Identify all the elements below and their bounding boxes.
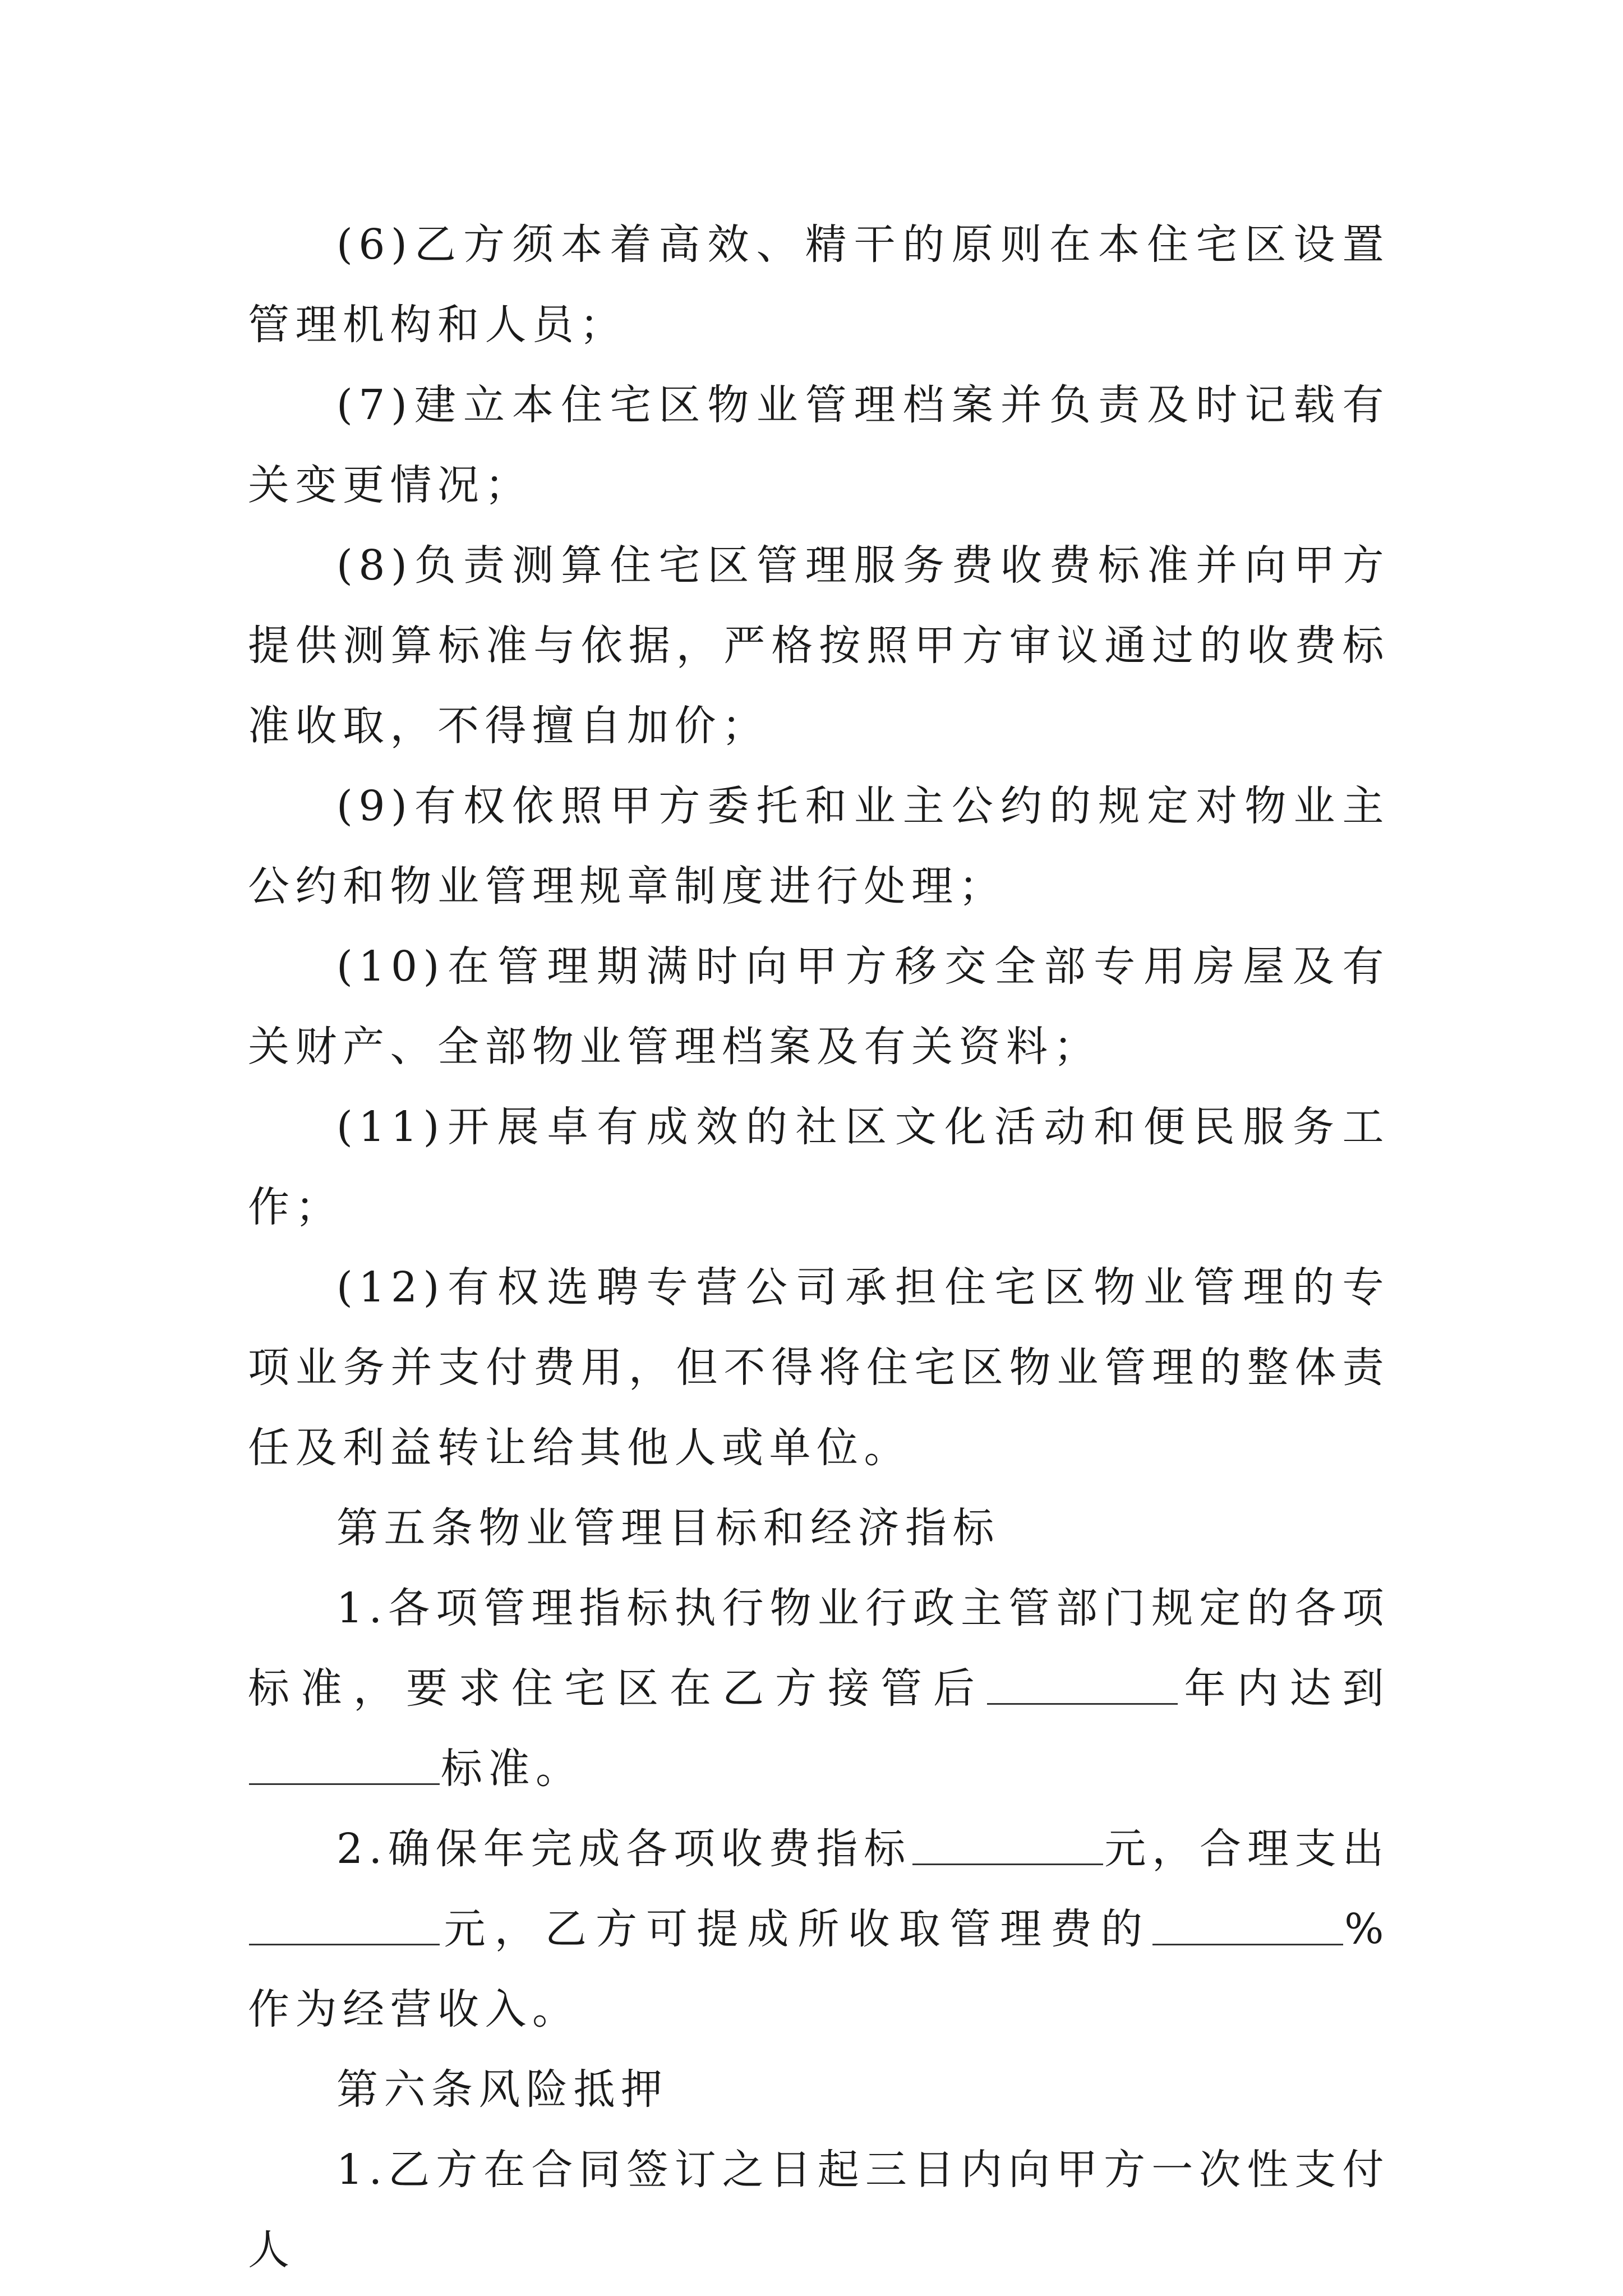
document-page: [248, 205, 1390, 2290]
clause-12: (12)有权选聘专营公司承担住宅区物业管理的专项业务并支付费用，但不得将住宅区物业管理的整体责任及利益转让给其他人或单位。: [248, 1263, 1390, 1472]
article-5-item-1: [248, 1568, 1390, 1809]
fill-blank-percentage[interactable]: [1152, 1906, 1343, 1945]
clause-10: (10)在管理期满时向甲方移交全部专用房屋及有关财产、全部物业管理档案及有关资料；: [248, 942, 1390, 1071]
clause-6: (6)乙方须本着高效、精干的原则在本住宅区设置管理机构和人员；: [248, 220, 1390, 349]
fill-blank-fee-target[interactable]: [912, 1826, 1103, 1865]
clause-9: (9)有权依照甲方委托和业主公约的规定对物业主公约和物业管理规章制度进行处理；: [248, 782, 1390, 910]
clause-8: (8)负责测算住宅区管理服务费收费标准并向甲方提供测算标准与依据，严格按照甲方审议通过的收费标准收取，不得擅自加价；: [248, 541, 1390, 750]
clause-7: (7)建立本住宅区物业管理档案并负责及时记载有关变更情况；: [248, 381, 1390, 509]
article-5-item-1-text-b: 年内达到: [1179, 1664, 1390, 1713]
article-5-item-1-text-a: 1.各项管理指标执行物业行政主管部门规定的各项标准，要求住宅区在乙方接管后: [248, 1584, 1390, 1713]
fill-blank-expenditure[interactable]: [249, 1906, 440, 1945]
article-5-item-2-text-b: 元，合理支出: [1104, 1825, 1390, 1873]
article-5-item-2: [248, 1809, 1390, 2050]
article-6-item-1: 1.乙方在合同签订之日起三日内向甲方一次性支付人: [248, 2146, 1390, 2274]
article-5-item-1-text-c: 标准。: [441, 1745, 583, 1793]
fill-blank-standard[interactable]: [249, 1746, 440, 1785]
article-6-heading: 第六条风险抵押: [336, 2065, 668, 2114]
article-5-item-2-text-a: 2.确保年完成各项收费指标: [336, 1825, 912, 1873]
article-5-item-2-text-c: 元，乙方可提成所收取管理费的: [441, 1905, 1152, 1953]
clause-11: (11)开展卓有成效的社区文化活动和便民服务工作；: [248, 1103, 1390, 1231]
article-5-item-2-text-d: %作为经营收入。: [248, 1905, 1390, 2033]
article-5-heading: 第五条物业管理目标和经济指标: [336, 1504, 1000, 1552]
fill-blank-years[interactable]: [987, 1665, 1178, 1705]
